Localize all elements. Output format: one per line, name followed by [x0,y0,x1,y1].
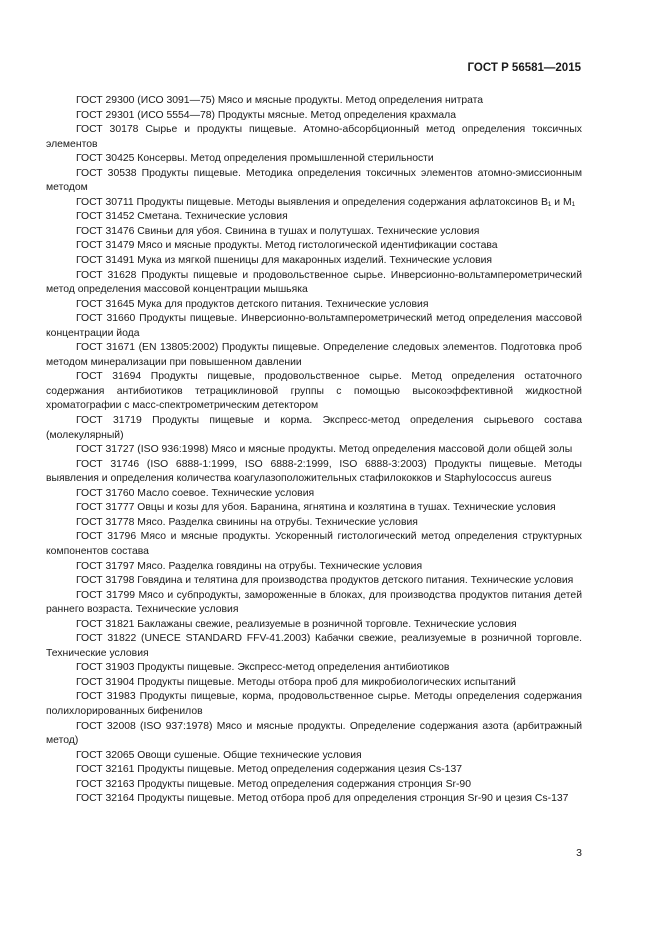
reference-entry: ГОСТ 31983 Продукты пищевые, корма, продовольственное сырье. Методы определения содержания полихлорированных бифенилов [46,691,582,717]
reference-entry: ГОСТ 32065 Овощи сушеные. Общие технические условия [76,749,362,761]
reference-entry: ГОСТ 31821 Баклажаны свежие, реализуемые в розничной торговле. Технические условия [76,618,517,630]
reference-entry: ГОСТ 29300 (ИСО 3091—75) Мясо и мясные продукты. Метод определения нитрата [76,95,484,106]
reference-entry: ГОСТ 31660 Продукты пищевые. Инверсионно-вольтамперометрический метод определения массовой концентрации йода [46,313,582,339]
reference-entry: ГОСТ 30538 Продукты пищевые. Методика определения токсичных элементов атомно-эмиссионным методом [46,167,582,194]
reference-entry: ГОСТ 31799 Мясо и субпродукты, замороженные в блоках, для производства продуктов питания детей раннего возраста. Технические условия [46,589,582,616]
reference-entry: ГОСТ 31797 Мясо. Разделка говядины на отрубы. Технические условия [76,560,423,572]
reference-entry: ГОСТ 30711 Продукты пищевые. Методы выявления и определения содержания афлатоксинов B₁ и M₁ [76,196,576,208]
reference-entry: ГОСТ 31822 (UNECE STANDARD FFV-41.2003) Кабачки свежие, реализуемые в розничной торговле. Технические условия [46,633,582,659]
reference-entry: ГОСТ 31719 Продукты пищевые и корма. Экспресс-метод определения сырьевого состава (молекулярный) [46,415,582,441]
reference-entry: ГОСТ 31904 Продукты пищевые. Методы отбора проб для микробиологических испытаний [76,676,516,688]
reference-entry: ГОСТ 30425 Консервы. Метод определения промышленной стерильности [76,153,434,165]
reference-entry: ГОСТ 31491 Мука из мягкой пшеницы для макаронных изделий. Технические условия [76,255,493,267]
standards-list [46,94,582,807]
reference-entry: ГОСТ 31903 Продукты пищевые. Экспресс-метод определения антибиотиков [76,662,450,674]
reference-entry: ГОСТ 31727 (ISO 936:1998) Мясо и мясные продукты. Метод определения массовой доли общей золы [76,444,573,456]
reference-entry: ГОСТ 32008 (ISO 937:1978) Мясо и мясные продукты. Определение содержания азота (арбитражный метод) [46,720,582,747]
reference-entry: ГОСТ 31628 Продукты пищевые и продовольственное сырье. Инверсионно-вольтамперометрический метод определения массовой концентрации мышьяка [46,269,582,296]
reference-entry: ГОСТ 32164 Продукты пищевые. Метод отбора проб для определения стронция Sr-90 и цезия Cs-137 [76,793,569,805]
reference-entry: ГОСТ 31777 Овцы и козы для убоя. Баранина, ягнятина и козлятина в тушах. Технические условия [76,502,556,514]
document-header: ГОСТ Р 56581—2015 [467,62,581,74]
reference-entry: ГОСТ 31760 Масло соевое. Технические условия [76,487,315,499]
reference-entry: ГОСТ 30178 Сырье и продукты пищевые. Атомно-абсорбционный метод определения токсичных элементов [46,124,582,150]
reference-entry: ГОСТ 31476 Свиньи для убоя. Свинина в тушах и полутушах. Технические условия [76,225,480,237]
reference-entry: ГОСТ 31452 Сметана. Технические условия [76,211,288,223]
reference-entry: ГОСТ 31671 (EN 13805:2002) Продукты пищевые. Определение следовых элементов. Подготовка проб методом минерализации при повышенном давлении [46,342,582,368]
page-number: 3 [576,847,582,859]
reference-entry: ГОСТ 29301 (ИСО 5554—78) Продукты мясные. Метод определения крахмала [76,109,456,121]
reference-entry: ГОСТ 31778 Мясо. Разделка свинины на отрубы. Технические условия [76,516,418,528]
reference-entry: ГОСТ 31796 Мясо и мясные продукты. Ускоренный гистологический метод определения структурных компонентов состава [46,531,582,557]
reference-entry: ГОСТ 31694 Продукты пищевые, продовольственное сырье. Метод определения остаточного содержания антибиотиков тетрациклиновой группы с помощью высокоэффективной жидкостной хроматографии с масс-спектрометрическим детектором [46,371,582,412]
reference-entry: ГОСТ 31798 Говядина и телятина для производства продуктов детского питания. Технические условия [76,575,574,587]
reference-entry: ГОСТ 32163 Продукты пищевые. Метод определения содержания стронция Sr-90 [76,778,471,790]
reference-entry: ГОСТ 31479 Мясо и мясные продукты. Метод гистологической идентификации состава [76,240,498,252]
reference-entry: ГОСТ 32161 Продукты пищевые. Метод определения содержания цезия Cs-137 [76,764,463,776]
reference-entry: ГОСТ 31746 (ISO 6888-1:1999, ISO 6888-2:1999, ISO 6888-3:2003) Продукты пищевые. Методы выявления и определения количества коагулазоположительных стафилококков и Staphylococcus aureus [46,458,582,485]
reference-entry: ГОСТ 31645 Мука для продуктов детского питания. Технические условия [76,298,429,310]
